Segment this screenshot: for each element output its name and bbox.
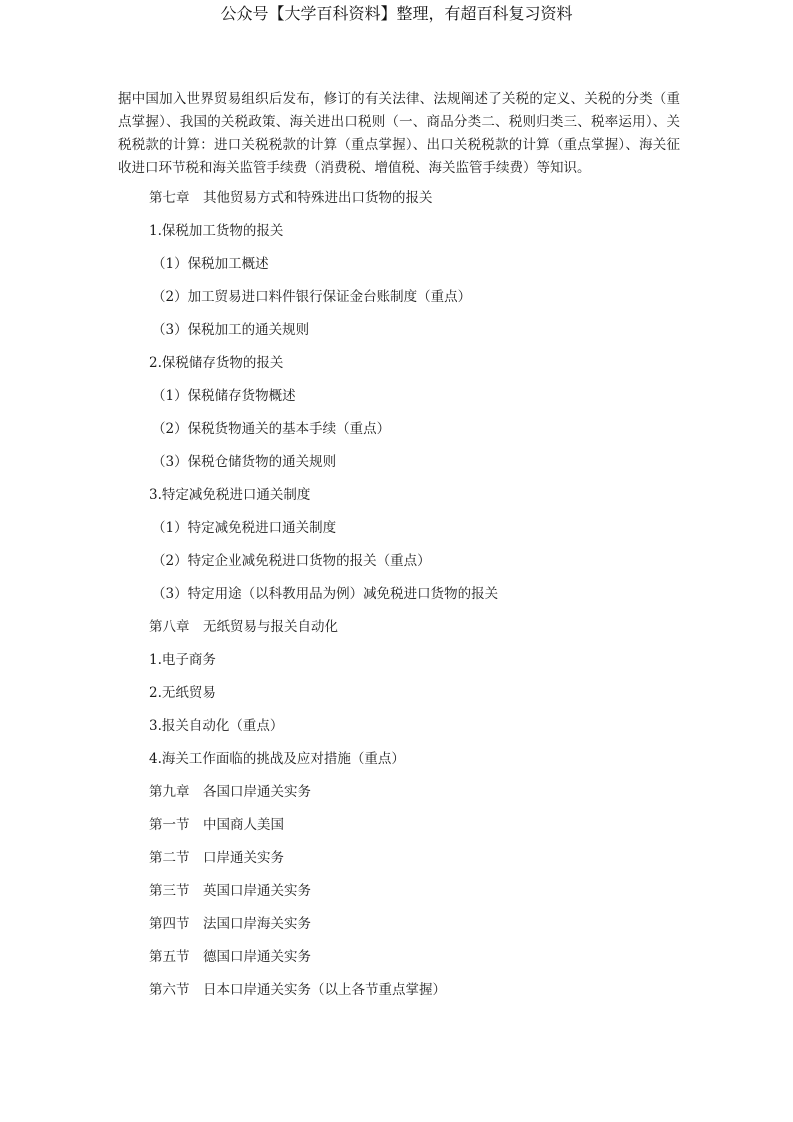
section-bonded-processing: 1.保税加工货物的报关 xyxy=(149,223,284,239)
list-item: （3）特定用途（以科教用品为例）减免税进口货物的报关 xyxy=(152,586,499,602)
list-item: 3.报关自动化（重点） xyxy=(149,718,284,734)
list-item: （3）保税仓储货物的通关规则 xyxy=(152,454,337,470)
chapter-9-heading: 第九章 各国口岸通关实务 xyxy=(149,784,311,800)
section-bonded-storage: 2.保税储存货物的报关 xyxy=(149,355,284,371)
list-item: （1）保税加工概述 xyxy=(152,256,269,272)
list-item: （2）特定企业减免税进口货物的报关（重点） xyxy=(152,553,431,569)
page-header: 公众号【大学百科资料】整理，有超百科复习资料 xyxy=(220,4,573,23)
list-item: （2）保税货物通关的基本手续（重点） xyxy=(152,421,391,437)
section-heading: 第四节 法国口岸海关实务 xyxy=(149,916,311,932)
list-item: 4.海关工作面临的挑战及应对措施（重点） xyxy=(149,751,405,767)
list-item: （1）特定减免税进口通关制度 xyxy=(152,520,337,536)
list-item: （3）保税加工的通关规则 xyxy=(152,322,310,338)
section-heading: 第五节 德国口岸通关实务 xyxy=(149,949,311,965)
list-item: （1）保税储存货物概述 xyxy=(152,388,296,404)
section-heading: 第三节 英国口岸通关实务 xyxy=(149,883,311,899)
intro-paragraph: 据中国加入世界贸易组织后发布，修订的有关法律、法规阐述了关税的定义、关税的分类（重点掌握）、我国的关税政策、海关进出口税则（一、商品分类二、税则归类三、税率运用）、关税税款的计算：进口关税税款的计算（重点掌握）、出口关税税款的计算（重点掌握）、海关征收进口环节税和海关监管手续费（消费税、增值税、海关监管手续费）等知识。 xyxy=(118,91,680,176)
chapter-7-heading: 第七章 其他贸易方式和特殊进出口货物的报关 xyxy=(149,190,433,206)
section-heading: 第一节 中国商人美国 xyxy=(149,817,284,833)
section-heading: 第二节 口岸通关实务 xyxy=(149,850,284,866)
chapter-8-heading: 第八章 无纸贸易与报关自动化 xyxy=(149,619,338,635)
list-item: 1.电子商务 xyxy=(149,652,216,668)
list-item: （2）加工贸易进口料件银行保证金台账制度（重点） xyxy=(152,289,472,305)
section-tax-exemption: 3.特定减免税进口通关制度 xyxy=(149,487,311,503)
section-heading: 第六节 日本口岸通关实务（以上各节重点掌握） xyxy=(149,982,446,998)
list-item: 2.无纸贸易 xyxy=(149,685,216,701)
